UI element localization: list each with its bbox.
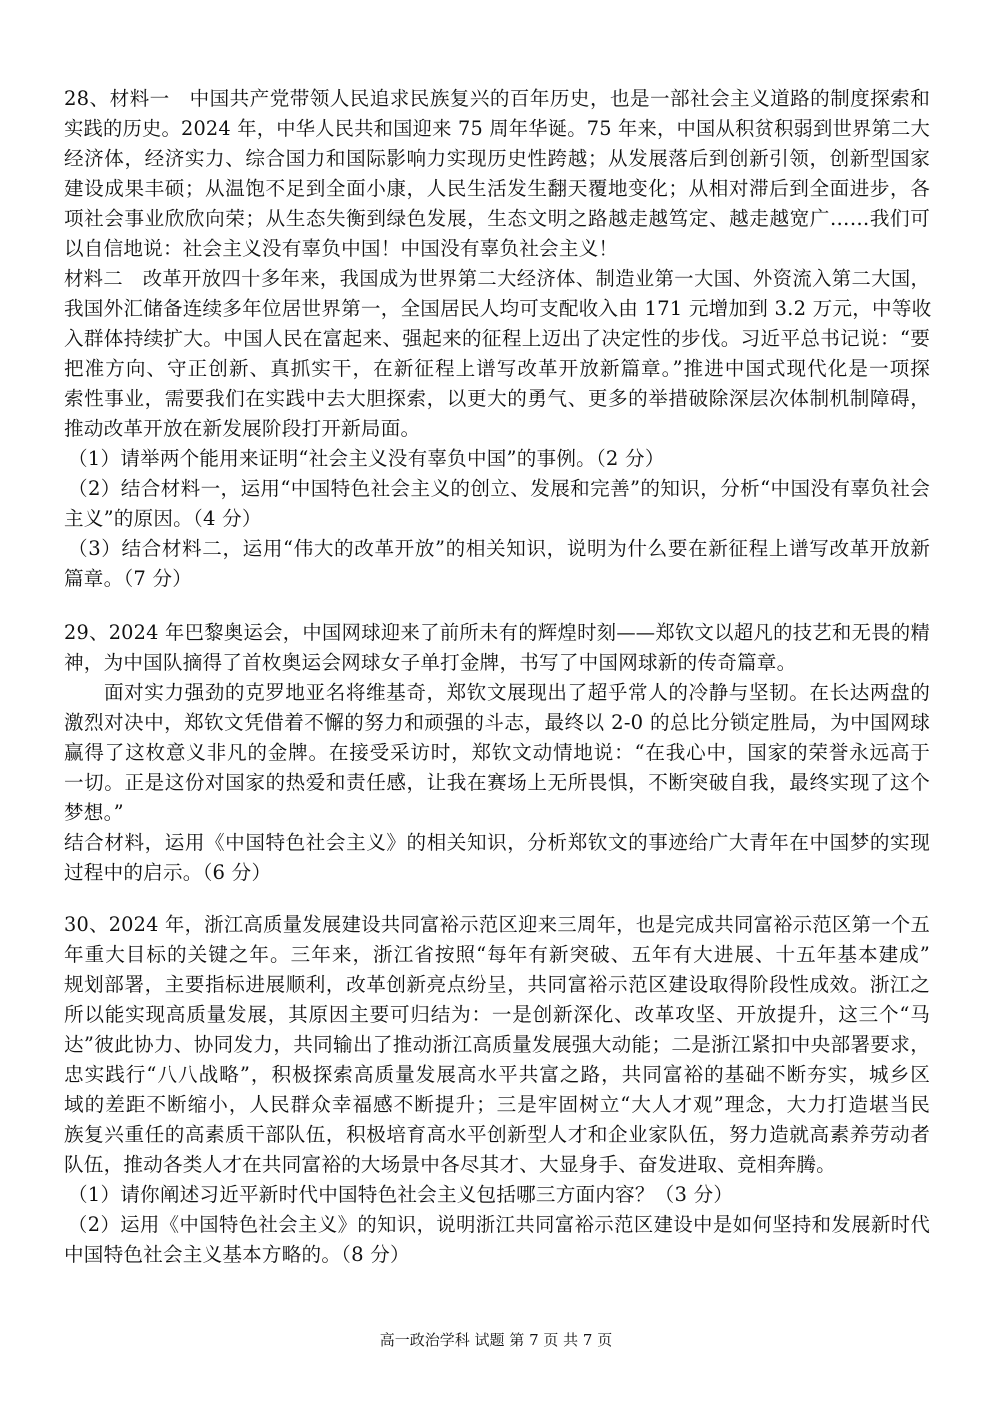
question-30 [64,910,930,1270]
question-29 [64,618,930,888]
q30-line: 忠实践行“八八战略”，积极探索高质量发展高水平共富之路，共同富裕的基础不断夯实，城乡区 [64,1063,930,1086]
q29-line: 梦想。” [64,801,124,824]
q28-line: 以自信地说：社会主义没有辜负中国！中国没有辜负社会主义！ [64,237,619,260]
q30-line: 达”彼此协力、协同发力，共同输出了推动浙江高质量发展强大动能；二是浙江紧扣中央部署要求， [64,1033,930,1056]
q29-line: 面对实力强劲的克罗地亚名将维基奇，郑钦文展现出了超乎常人的冷静与坚韧。在长达两盘的 [104,681,930,704]
q30-line: 年重大目标的关键之年。三年来，浙江省按照“每年有新突破、五年有大进展、十五年基本建成” [64,943,930,966]
q30-line: 30、2024 年，浙江高质量发展建设共同富裕示范区迎来三周年，也是完成共同富裕示范区第一个五 [64,913,930,936]
q28-line: 推动改革开放在新发展阶段打开新局面。 [64,417,421,440]
q28-subquestion-3-cont: 篇章。（7 分） [64,567,193,590]
q30-line: 域的差距不断缩小，人民群众幸福感不断提升；三是牢固树立“大人才观”理念，大力打造堪当民 [64,1093,930,1116]
q28-subquestion-2-cont: 主义”的原因。（4 分） [64,507,262,530]
q30-line: 族复兴重任的高素质干部队伍，积极培育高水平创新型人才和企业家队伍，努力造就高素养劳动者 [64,1123,930,1146]
question-28 [64,84,930,594]
q29-line: 一切。正是这份对国家的热爱和责任感，让我在赛场上无所畏惧，不断突破自我，最终实现了这个 [64,771,930,794]
q29-line: 赢得了这枚意义非凡的金牌。在接受采访时，郑钦文动情地说：“在我心中，国家的荣誉永远高于 [64,741,930,764]
q28-line: 经济体，经济实力、综合国力和国际影响力实现历史性跨越；从发展落后到创新引领，创新型国家 [64,147,930,170]
material-two-line: 材料二 改革开放四十多年来，我国成为世界第二大经济体、制造业第一大国、外资流入第二大国， [64,267,930,290]
q30-line: 队伍，推动各类人才在共同富裕的大场景中各尽其才、大显身手、奋发进取、竞相奔腾。 [64,1153,836,1176]
q29-prompt: 结合材料，运用《中国特色社会主义》的相关知识，分析郑钦文的事迹给广大青年在中国梦的实现 [64,831,930,854]
q30-line: 所以能实现高质量发展，其原因主要可归结为：一是创新深化、改革攻坚、开放提升，这三个“马 [64,1003,930,1026]
q28-line: 我国外汇储备连续多年位居世界第一，全国居民人均可支配收入由 171 元增加到 3.2 万元，中等收 [64,297,932,320]
q28-line: 把准方向、守正创新、真抓实干，在新征程上谱写改革开放新篇章。”推进中国式现代化是一项探 [64,357,930,380]
q28-line: 建设成果丰硕；从温饱不足到全面小康，人民生活发生翻天覆地变化；从相对滞后到全面进步，各 [64,177,930,200]
q30-line: 规划部署，主要指标进展顺利，改革创新亮点纷呈，共同富裕示范区建设取得阶段性成效。浙江之 [64,973,930,996]
q28-subquestion-3: （3）结合材料二，运用“伟大的改革开放”的相关知识，说明为什么要在新征程上谱写改革开放新 [68,537,930,560]
q28-line: 入群体持续扩大。中国人民在富起来、强起来的征程上迈出了决定性的步伐。习近平总书记说：“要 [64,327,930,350]
q30-subquestion-2-cont: 中国特色社会主义基本方略的。（8 分） [64,1243,410,1266]
q28-line: 索性事业，需要我们在实践中去大胆探索，以更大的勇气、更多的举措破除深层次体制机制障碍， [64,387,930,410]
q28-subquestion-1: （1）请举两个能用来证明“社会主义没有辜负中国”的事例。（2 分） [68,447,665,470]
q30-subquestion-2: （2）运用《中国特色社会主义》的知识，说明浙江共同富裕示范区建设中是如何坚持和发展新时代 [68,1213,930,1236]
q29-line: 激烈对决中，郑钦文凭借着不懈的努力和顽强的斗志，最终以 2-0 的总比分锁定胜局，为中国网球 [64,711,930,734]
q29-line: 29、2024 年巴黎奥运会，中国网球迎来了前所未有的辉煌时刻——郑钦文以超凡的技艺和无畏的精 [64,621,930,644]
q29-line: 神，为中国队摘得了首枚奥运会网球女子单打金牌，书写了中国网球新的传奇篇章。 [64,651,797,674]
q28-subquestion-2: （2）结合材料一，运用“中国特色社会主义的创立、发展和完善”的知识，分析“中国没有辜负社会 [68,477,930,500]
page-footer: 高一政治学科 试题 第 7 页 共 7 页 [379,1331,613,1349]
q30-subquestion-1: （1）请你阐述习近平新时代中国特色社会主义包括哪三方面内容？（3 分） [68,1183,734,1206]
q28-line: 项社会事业欣欣向荣；从生态失衡到绿色发展，生态文明之路越走越笃定、越走越宽广……我们可 [64,207,930,230]
q28-line: 实践的历史。2024 年，中华人民共和国迎来 75 周年华诞。75 年来，中国从积贫积弱到世界第二大 [64,117,930,140]
q28-line: 28、材料一 中国共产党带领人民追求民族复兴的百年历史，也是一部社会主义道路的制度探索和 [64,87,930,110]
q29-prompt-cont: 过程中的启示。（6 分） [64,861,272,884]
